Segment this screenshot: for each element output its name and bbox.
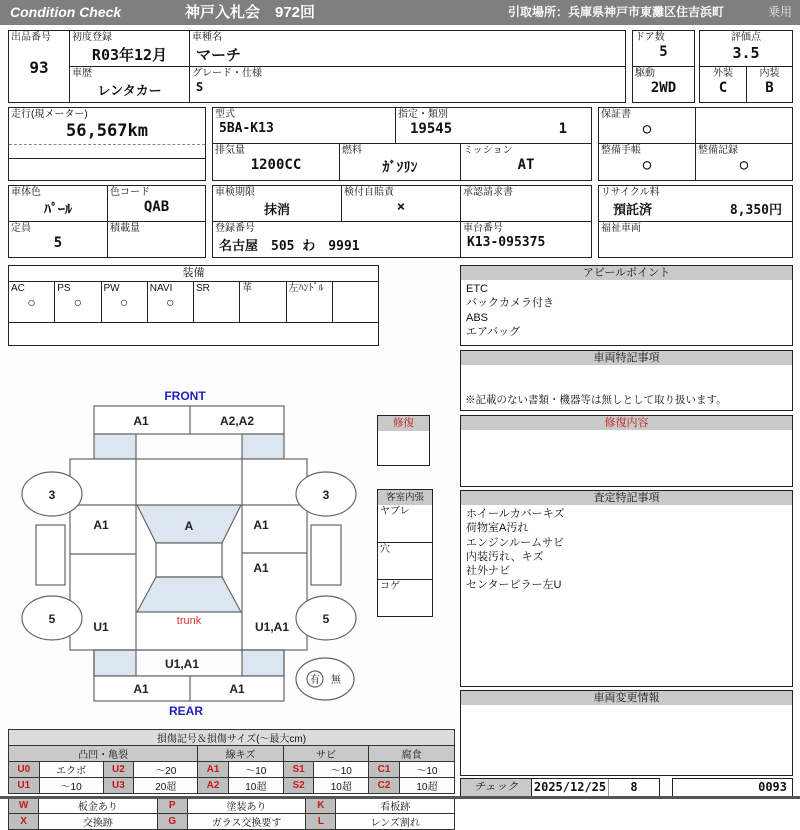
vehicle-notes-body [460,365,793,411]
damage-size-table [8,729,455,794]
displacement-value: 1200CC [250,157,302,173]
bumper-left-code: A1 [133,682,149,696]
maintenance-book-cell [598,143,696,181]
equipment-row [9,282,378,323]
vehicle-notes-disclaimer: ※記載のない書類・機器等は無しとして取り扱います。 [465,394,727,407]
class-number-value: 19545 [410,121,453,137]
equipment-mark: ○ [166,294,175,310]
repair-details-header: 修復内容 [460,415,793,431]
front-wheel-left-code: 3 [48,488,56,502]
legend-group-scratch: 線キズ [198,746,283,762]
model-code-cell [212,107,396,144]
insurance-mark: × [396,199,406,215]
legend-group-rust: サビ [283,746,368,762]
legend-desc: 塗装あり [187,798,306,814]
legend-desc: 交換跡 [39,814,158,830]
door-front-right-code: A1 [253,518,269,532]
maintenance-record-cell [695,143,793,181]
lot-number-cell [8,30,70,103]
vehicle-notes-header: 車両特記事項 [460,350,793,366]
legend-desc: 板金あり [39,798,158,814]
vehicle-type-badge: 乗用 [767,5,792,19]
exterior-grade-label: 外装 [713,68,733,79]
capacity-value: 5 [53,235,63,251]
cabin-lining-tear-label: ヤブレ [380,506,410,517]
displacement-label: 排気量 [215,145,245,156]
repair-mini-header: 修復 [377,415,430,432]
check-label-cell: チェック [460,778,532,797]
body-color-value: ﾊﾟｰﾙ [44,202,72,218]
doors-cell [632,30,695,67]
assessment-line: 荷物室A汚れ [466,522,529,535]
trunk-label: trunk [176,615,202,627]
grade-value: S [196,80,204,94]
assessment-notes-body [460,505,793,687]
capacity-cell [8,221,108,258]
maintenance-record-label: 整備記録 [698,145,738,156]
warranty-cell [598,107,696,144]
load-capacity-cell [107,221,206,258]
mileage-empty-row [9,145,205,159]
check-date-cell [531,778,660,797]
history-value: レンタカー [97,84,162,99]
header-bar [0,0,800,25]
repair-mini-body [377,431,430,466]
score-value: 3.5 [732,44,760,62]
legend-code: A1 [198,762,229,778]
mileage-label: 走行(現メーター) [11,109,88,120]
model-cell [189,30,626,67]
legend-desc: エクボ [39,762,103,778]
bottom-rule [0,796,800,799]
assessment-notes-header: 査定特記事項 [460,490,793,506]
maintenance-record-mark: ○ [739,157,749,173]
assessment-line: エンジンルームサビ [466,536,564,549]
equipment-label [333,282,378,284]
door-front-left-code: A1 [93,518,109,532]
legend-desc: 10超 [314,778,369,794]
warranty-label: 保証書 [601,109,631,120]
recycle-fee-value: 8,350円 [729,203,782,218]
legend-desc: レンズ割れ [336,814,455,830]
equipment-table [8,265,379,346]
equipment-cell-leather [240,282,286,322]
mileage-cell [8,107,206,181]
insurance-label: 検付自賠責 [344,187,394,198]
equipment-label: AC [11,283,25,294]
recycle-status-value: 預託済 [613,203,653,218]
legend-code: U0 [9,762,40,778]
equipment-label: 革 [242,283,253,294]
inspection-label: 車検期限 [215,187,255,198]
legend-desc: 〜10 [314,762,369,778]
equipment-label: PW [103,283,120,294]
recycle-fee-cell [598,185,793,222]
exterior-grade-value: C [718,80,728,96]
check-count-value: 8 [630,780,638,794]
appeal-points-body [460,280,793,346]
color-code-cell [107,185,206,222]
fuel-label: 燃料 [342,145,362,156]
legend-code: S1 [283,762,314,778]
assessment-line: 内装汚れ、キズ [466,550,544,563]
transmission-cell [460,143,592,181]
class-sub-value: 1 [558,121,567,137]
interior-grade-value: B [765,80,774,96]
tailgate-code: U1,A1 [164,657,200,671]
history-cell [69,66,190,103]
score-cell [699,30,793,67]
appeal-points-header: アピールポイント [460,265,793,281]
lot-number-value: 93 [29,58,49,77]
appeal-line: エアバッグ [466,325,521,338]
body-color-cell [8,185,108,222]
change-info-header: 車両変更情報 [460,690,793,706]
equipment-cell-ps [55,282,101,322]
cabin-lining-header: 客室内張 [377,489,433,506]
model-label: 車種名 [192,32,222,43]
welfare-vehicle-cell [598,221,793,258]
equipment-label: PS [57,283,71,294]
registration-number-cell [212,221,461,258]
score-label: 評価点 [731,32,761,43]
first-registration-label: 初度登録 [72,32,112,43]
auction-title: 神戸入札会 972回 [185,4,316,21]
legend-group-dent: 凸凹・亀裂 [9,746,198,762]
hood-left-code: A1 [133,414,149,428]
drive-cell [632,66,695,103]
chassis-number-label: 車台番号 [463,223,503,234]
legend-desc: 〜10 [39,778,103,794]
equipment-empty-row [9,323,378,346]
chassis-number-cell [460,221,592,258]
cabin-lining-burn-label: コゲ [380,581,400,592]
equipment-label: 左ﾊﾝﾄﾞﾙ [288,283,324,294]
capacity-label: 定員 [11,223,31,234]
model-value: マーチ [196,46,242,64]
exterior-grade-cell [699,66,747,103]
pickup-location: 引取場所：兵庫県神戸市東灘区住吉浜町 [508,5,725,19]
history-label: 車歴 [72,68,92,79]
legend-code: P [157,798,187,814]
equipment-mark: ○ [119,294,129,310]
damage-mark-table [8,797,455,830]
spare-no-mark: 無 [331,675,341,686]
appeal-line: ETC [466,283,488,295]
interior-grade-label: 内装 [759,68,780,79]
model-code-value: 5BA-K13 [219,121,274,136]
damage-legend [8,729,455,830]
assessment-line: ホイールカバーキズ [466,508,565,520]
serial-number-cell: 0093 [672,778,793,797]
maintenance-book-mark: ○ [642,157,652,173]
inspection-cell [212,185,342,222]
legend-code: C2 [369,778,400,794]
legend-desc: 〜10 [399,762,454,778]
approval-request-label: 承認請求書 [463,187,513,198]
appeal-line: ABS [466,311,489,324]
rear-right-code: U1,A1 [254,620,290,634]
first-registration-cell [69,30,190,67]
check-date-value: 2025/12/25 [532,779,609,796]
legend-code: S2 [283,778,314,794]
legend-code: A2 [198,778,229,794]
lot-number-label: 出品番号 [11,32,51,43]
interior-grade-cell [746,66,793,103]
cabin-lining-tear-cell [377,505,433,543]
class-cell [395,107,592,144]
approval-request-cell [460,185,592,222]
legend-code: X [9,814,39,830]
equipment-cell-pw [102,282,148,322]
door-rear-right-code: A1 [253,561,269,575]
bumper-right-code: A1 [229,682,245,696]
class-label: 指定・類別 [398,109,448,120]
doors-value: 5 [659,44,668,60]
mileage-value: 56,567km [9,121,205,145]
front-wheel-right-code: 3 [322,488,330,502]
legend-code: G [157,814,187,830]
drive-value: 2WD [650,80,677,96]
legend-code: K [306,798,336,814]
rear-wheel-left-code: 5 [48,612,56,626]
first-registration-value: R03年12月 [91,46,168,64]
rear-label: REAR [168,704,204,718]
model-code-label: 型式 [215,109,235,120]
front-label: FRONT [164,389,206,403]
grade-cell [189,66,626,103]
color-code-label: 色コード [110,187,150,198]
warranty-mark: ○ [642,121,652,137]
legend-desc: 10超 [228,778,283,794]
legend-code: U1 [9,778,40,794]
legend-code: U3 [103,778,134,794]
equipment-cell-sr [194,282,240,322]
body-color-label: 車体色 [11,187,41,198]
legend-desc: 〜20 [134,762,198,778]
fuel-cell [339,143,461,181]
equipment-label: SR [196,283,210,294]
drive-label: 駆動 [635,68,655,79]
equipment-mark: ○ [27,294,36,310]
legend-desc: 20超 [134,778,198,794]
windshield-code: A [184,519,194,533]
assessment-line: センターピラー左U [466,579,562,592]
repair-details-body [460,430,793,487]
grade-label: グレード・仕様 [192,68,262,79]
cabin-lining-hole-label: 穴 [380,544,390,555]
insurance-cell [341,185,461,222]
hood-right-code: A2,A2 [219,414,255,428]
spare-yes-mark: 有 [310,675,320,686]
equipment-label: NAVI [149,283,173,294]
welfare-vehicle-label: 福祉車両 [601,223,641,234]
equipment-cell-lhd [287,282,333,322]
fuel-value: ｶﾞｿﾘﾝ [382,160,418,176]
transmission-label: ミッション [463,145,513,156]
registration-number-value: 名古屋 505 わ 9991 [219,239,360,254]
legend-desc: ガラス交換要す [187,814,306,830]
inspection-value: 抹消 [263,203,290,218]
legend-desc: 〜10 [228,762,283,778]
equipment-cell-ac [9,282,55,322]
warranty-spare-cell [695,107,793,144]
rear-wheel-right-code: 5 [322,612,330,626]
cabin-lining-burn-cell [377,579,433,617]
doors-label: ドア数 [635,32,665,43]
legend-code: C1 [369,762,400,778]
equipment-title: 装備 [9,266,378,282]
maintenance-book-label: 整備手帳 [601,145,641,156]
recycle-fee-label: リサイクル料 [601,187,660,198]
equipment-cell-extra [333,282,378,322]
legend-desc: 10超 [399,778,454,794]
chassis-number-value: K13-095375 [467,235,546,250]
cabin-lining-hole-cell [377,542,433,580]
displacement-cell [212,143,340,181]
equipment-cell-navi [148,282,194,322]
legend-title: 損傷記号＆損傷サイズ(〜最大cm) [9,730,455,746]
legend-desc: 看板跡 [336,798,455,814]
change-info-body [460,705,793,776]
brand-logo: Condition Check [10,4,122,20]
registration-number-label: 登録番号 [215,223,255,234]
appeal-line: バックカメラ付き [466,297,554,310]
assessment-line: 社外ナビ [466,565,510,578]
transmission-value: AT [517,157,535,173]
legend-code: L [306,814,336,830]
legend-group-corrosion: 腐食 [369,746,455,762]
equipment-mark: ○ [73,294,83,310]
legend-code: U2 [103,762,134,778]
rear-left-code: U1 [93,620,109,634]
color-code-value: QAB [143,199,170,215]
load-capacity-label: 積載量 [110,223,140,234]
legend-code: W [9,798,39,814]
